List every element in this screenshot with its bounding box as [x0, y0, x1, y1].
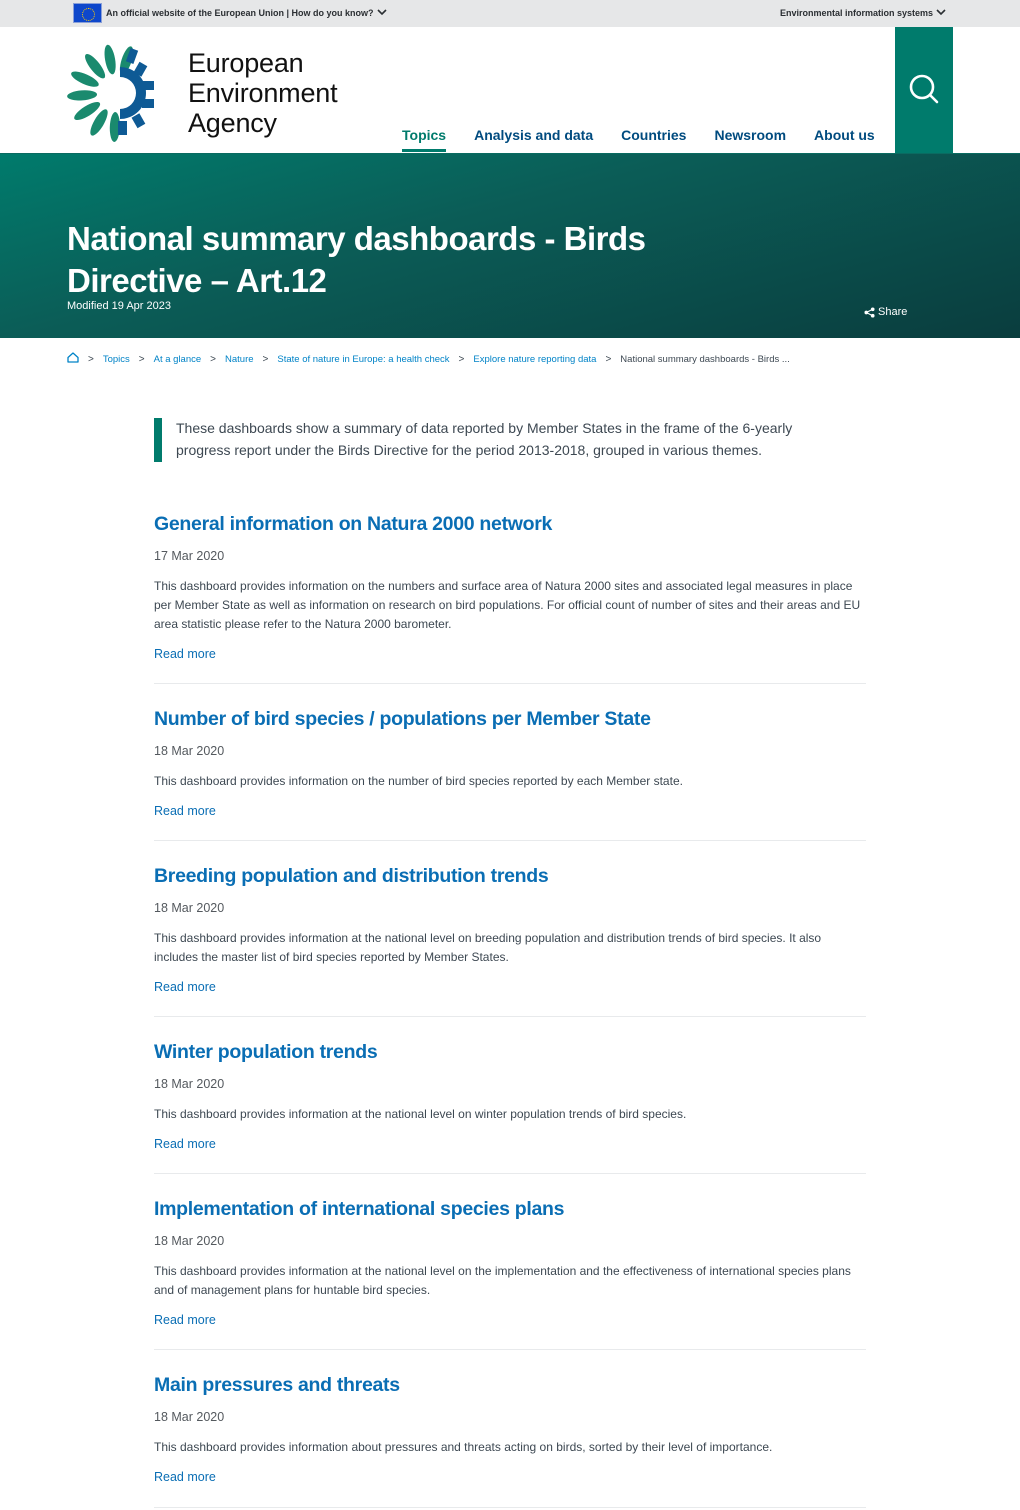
breadcrumb [67, 352, 790, 366]
env-systems-dropdown[interactable] [780, 8, 946, 18]
list-item [154, 510, 866, 684]
eea-logo-link[interactable] [66, 43, 337, 143]
breadcrumb-topics[interactable]: Topics [102, 353, 130, 365]
list-item [154, 1350, 866, 1508]
nav-countries[interactable]: Countries [621, 127, 687, 143]
logo-line-2: Environment [188, 78, 338, 108]
search-button[interactable] [895, 27, 953, 154]
read-more-link[interactable]: Read more [154, 804, 216, 818]
breadcrumb-current: National summary dashboards - Birds ... [620, 353, 790, 365]
list-item [154, 841, 866, 1017]
item-date: 17 Mar 2020 [154, 549, 225, 563]
page-title: National summary dashboards - Birds Directive – Art.12 [67, 220, 646, 299]
share-label: Share [878, 306, 908, 318]
site-header [0, 27, 1020, 153]
item-date: 18 Mar 2020 [154, 744, 225, 758]
read-more-link[interactable]: Read more [154, 1470, 216, 1484]
search-icon [908, 73, 940, 105]
chevron-right-icon: > [262, 353, 269, 365]
home-icon [67, 352, 79, 363]
page-hero [0, 153, 1020, 338]
share-button[interactable] [864, 306, 907, 318]
breadcrumb-home[interactable] [67, 352, 79, 366]
eea-logo-icon [66, 43, 166, 143]
item-title-link[interactable]: Winter population trends [154, 1041, 378, 1063]
eu-official-bar [0, 0, 1020, 27]
item-title-link[interactable]: General information on Natura 2000 network [154, 513, 553, 535]
nav-newsroom[interactable]: Newsroom [714, 127, 787, 143]
item-title-link[interactable]: Breeding population and distribution trends [154, 865, 549, 887]
list-item [154, 684, 866, 841]
eea-logo-text [188, 48, 337, 138]
nav-analysis-and-data[interactable]: Analysis and data [474, 127, 594, 143]
chevron-right-icon: > [210, 353, 217, 365]
item-title-link[interactable]: Main pressures and threats [154, 1374, 400, 1396]
logo-line-1: European [188, 48, 304, 78]
nav-topics[interactable]: Topics [402, 127, 446, 147]
item-description: This dashboard provides information at the national level on the implementation and the effectiveness of international species plans and of management plans for huntable bird species. [154, 1264, 851, 1297]
chevron-right-icon: > [605, 353, 612, 365]
breadcrumb-explore-nature-data[interactable]: Explore nature reporting data [473, 353, 597, 365]
chevron-down-icon [377, 8, 387, 18]
list-item [154, 1174, 866, 1350]
item-date: 18 Mar 2020 [154, 1234, 225, 1248]
eu-official-toggle[interactable] [73, 3, 387, 23]
breadcrumb-nature[interactable]: Nature [225, 353, 254, 365]
item-description: This dashboard provides information on the numbers and surface area of Natura 2000 sites and associated legal measures in place per Member State as well as information on research on bird populations. For official count of number of sites and their areas and EU area statistic please refer to the Natura 2000 barometer. [154, 579, 861, 631]
quote-accent-bar [154, 418, 162, 462]
nav-about-us[interactable]: About us [814, 127, 875, 143]
modified-date: Modified 19 Apr 2023 [67, 300, 171, 312]
read-more-link[interactable]: Read more [154, 980, 216, 994]
breadcrumb-at-a-glance[interactable]: At a glance [153, 353, 202, 365]
item-description: This dashboard provides information about pressures and threats acting on birds, sorted by their level of importance. [154, 1440, 773, 1454]
logo-line-3: Agency [188, 108, 277, 138]
eu-flag-icon [73, 3, 102, 23]
item-date: 18 Mar 2020 [154, 901, 225, 915]
chevron-right-icon: > [88, 353, 94, 365]
item-date: 18 Mar 2020 [154, 1410, 225, 1424]
chevron-right-icon: > [138, 353, 145, 365]
item-description: This dashboard provides information at the national level on breeding population and distribution trends of bird species. It also includes the master list of bird species reported by Member States. [154, 931, 822, 964]
item-title-link[interactable]: Number of bird species / populations per Member State [154, 708, 651, 730]
list-item [154, 1017, 866, 1174]
item-title-link[interactable]: Implementation of international species plans [154, 1198, 565, 1220]
eu-official-text: An official website of the European Union | How do you know? [106, 8, 374, 18]
item-description: This dashboard provides information on the number of bird species reported by each Member state. [154, 774, 683, 788]
chevron-down-icon [936, 8, 946, 18]
breadcrumb-state-of-nature[interactable]: State of nature in Europe: a health check [277, 353, 450, 365]
dashboard-list [154, 510, 866, 1508]
intro-text: These dashboards show a summary of data reported by Member States in the frame of the 6-yearly progress report under the Birds Directive for the period 2013-2018, grouped in various themes. [176, 420, 793, 458]
item-date: 18 Mar 2020 [154, 1077, 225, 1091]
read-more-link[interactable]: Read more [154, 1313, 216, 1327]
env-systems-label: Environmental information systems [779, 8, 933, 18]
item-description: This dashboard provides information at the national level on winter population trends of bird species. [154, 1107, 687, 1121]
main-nav [388, 127, 889, 147]
chevron-right-icon: > [458, 353, 465, 365]
read-more-link[interactable]: Read more [154, 1137, 216, 1151]
intro-quote [154, 418, 834, 462]
share-icon [864, 307, 875, 318]
read-more-link[interactable]: Read more [154, 647, 216, 661]
